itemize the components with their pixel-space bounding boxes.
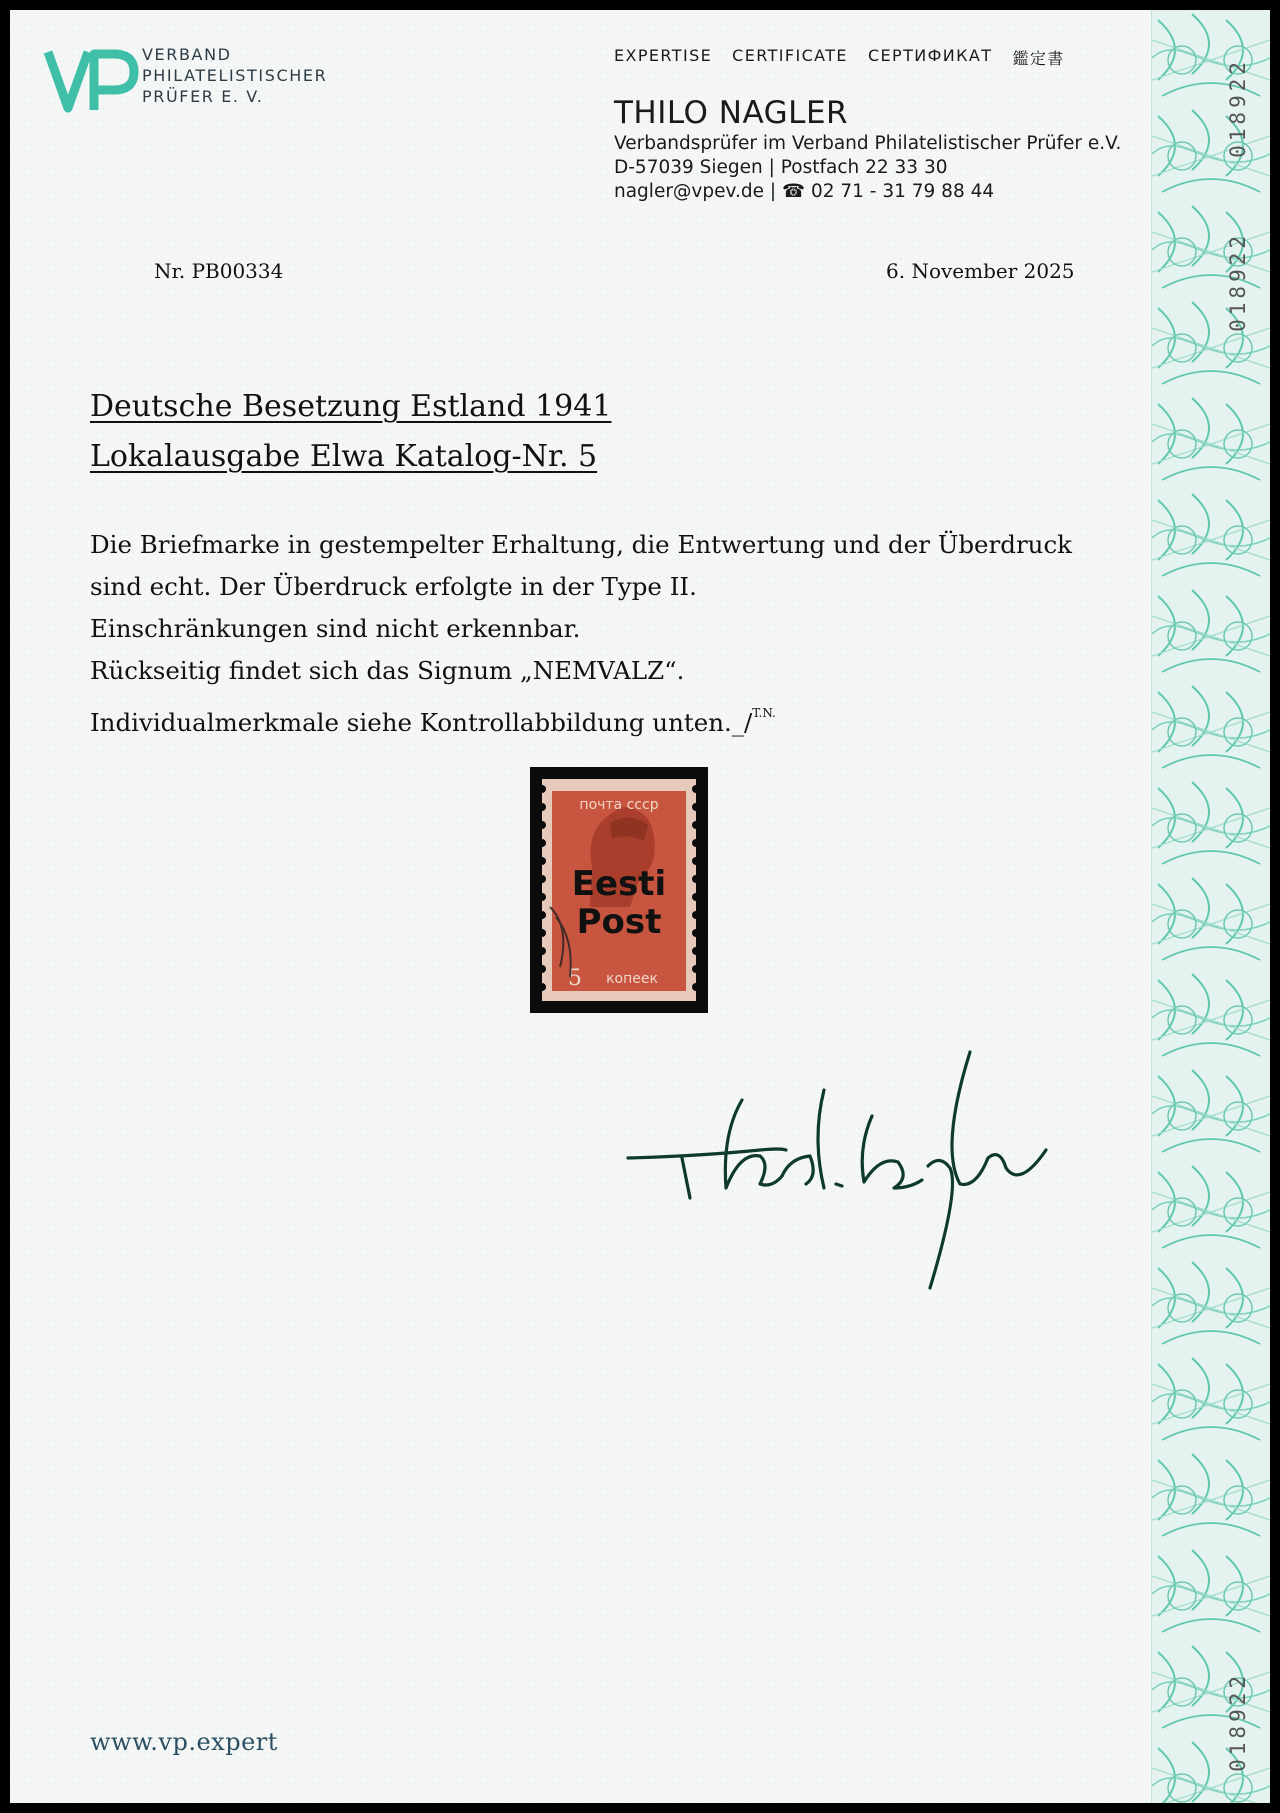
body-line-4: Rückseitig findet sich das Signum „NEMVALZ“. bbox=[90, 656, 685, 685]
doc-type-sertifikat: СЕРТИФИКАТ bbox=[867, 46, 993, 65]
association-line-1: VERBAND bbox=[142, 45, 232, 64]
stamp-bottom-text: копеек bbox=[606, 971, 658, 987]
initials: T.N. bbox=[752, 706, 776, 720]
document-type-labels bbox=[614, 46, 1065, 69]
serial-number-upper: 018922 bbox=[1226, 232, 1250, 332]
footer-url[interactable]: www.vp.expert bbox=[90, 1728, 278, 1756]
expert-title: Verbandsprüfer im Verband Philatelistischer Prüfer e.V. bbox=[614, 133, 1122, 154]
doc-type-expertise: EXPERTISE bbox=[614, 46, 713, 65]
expert-name: THILO NAGLER bbox=[614, 95, 849, 131]
stamp-value: 5 bbox=[568, 966, 582, 991]
serial-number-top: 018922 bbox=[1226, 58, 1250, 158]
doc-type-kanteisho: 鑑定書 bbox=[1012, 49, 1065, 68]
body-line-5 bbox=[90, 692, 1150, 744]
heading-line-2: Lokalausgabe Elwa Katalog-Nr. 5 bbox=[90, 439, 598, 474]
stamp-image bbox=[530, 767, 708, 1013]
expert-block bbox=[614, 94, 1121, 204]
certificate-sheet bbox=[10, 10, 1270, 1803]
body-line-2: sind echt. Der Überdruck erfolgte in der Type II. bbox=[90, 572, 697, 601]
serial-number-bottom: 018922 bbox=[1226, 1672, 1250, 1772]
signature bbox=[610, 1038, 1070, 1308]
certificate-number: Nr. PB00334 bbox=[154, 259, 284, 283]
body-line-1: Die Briefmarke in gestempelter Erhaltung, die Entwertung und der Überdruck bbox=[90, 530, 1073, 559]
expert-contact: nagler@vpev.de | ☎ 02 71 - 31 79 88 44 bbox=[614, 181, 995, 202]
association-name bbox=[142, 44, 327, 107]
association-line-2: PHILATELISTISCHER bbox=[142, 66, 328, 85]
overprint-line-2: Post bbox=[576, 902, 662, 942]
stamp-top-text: почта ссср bbox=[579, 797, 659, 813]
heading-line-1: Deutsche Besetzung Estland 1941 bbox=[90, 389, 612, 424]
logo-mark-text: VP bbox=[44, 46, 46, 47]
doc-type-certificate: CERTIFICATE bbox=[732, 46, 848, 65]
body-last-line: Individualmerkmale siehe Kontrollabbildung unten._/ bbox=[90, 708, 753, 737]
overprint-line-1: Eesti bbox=[571, 864, 667, 904]
certificate-heading bbox=[90, 382, 611, 482]
certificate-date: 6. November 2025 bbox=[886, 259, 1075, 283]
body-line-3: Einschränkungen sind nicht erkennbar. bbox=[90, 614, 581, 643]
security-strip bbox=[1151, 10, 1270, 1803]
association-line-3: PRÜFER E. V. bbox=[142, 87, 264, 106]
certificate-body bbox=[90, 524, 1150, 744]
expert-address: D-57039 Siegen | Postfach 22 33 30 bbox=[614, 157, 948, 178]
vp-logo-icon bbox=[44, 46, 140, 116]
